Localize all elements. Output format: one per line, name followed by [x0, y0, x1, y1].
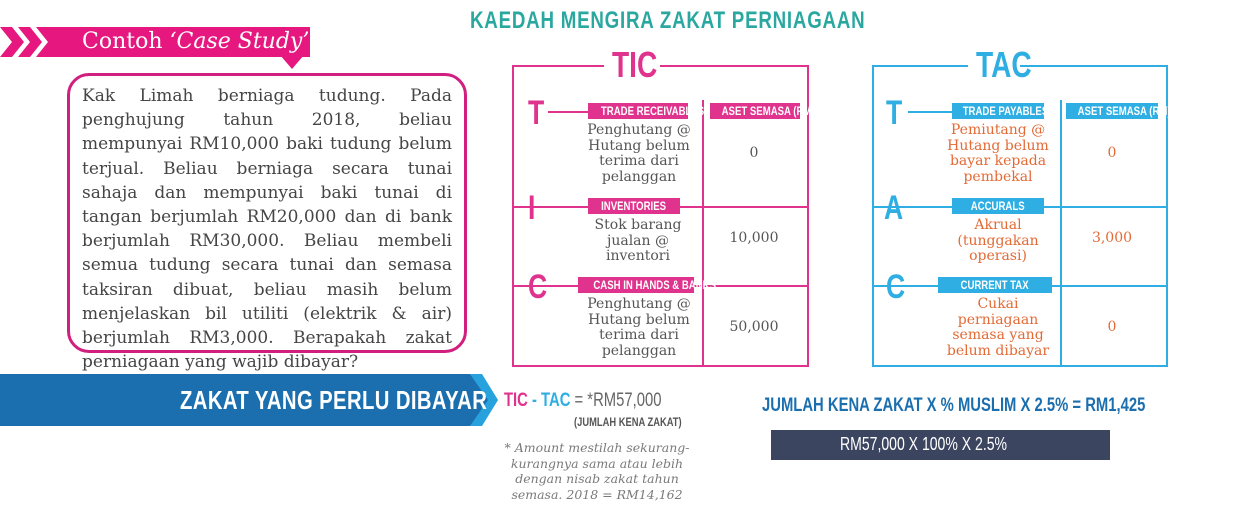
tic-tag-cash: CASH IN HANDS & BANKS	[578, 277, 694, 293]
tic-value-cash: 50,000	[729, 319, 779, 335]
tic-letter-t: T	[528, 94, 545, 132]
tac-value-current-tax: 0	[1107, 319, 1117, 335]
tic-top-line	[512, 65, 604, 67]
tic-value-inventories: 10,000	[729, 230, 779, 246]
tac-desc-payables: Pemiutang @ Hutang belum bayar kepada pembekal	[947, 122, 1049, 185]
tic-title: TIC	[612, 44, 658, 85]
tic-tag-inventories: INVENTORIES	[588, 198, 680, 214]
tic-letter-i: I	[528, 189, 536, 227]
tic-letter-c: C	[528, 268, 548, 306]
tac-tag-trade-payables: TRADE PAYABLES	[952, 103, 1044, 119]
nisab-note: * Amount mestilah sekurang-kurangnya sama atau lebih dengan nisab zakat tahun semasa. 2018 = RM14,162	[504, 440, 690, 502]
tic-top-line	[660, 65, 809, 67]
tac-letter-t: T	[886, 94, 903, 132]
tac-tag-current-tax: CURRENT TAX	[938, 277, 1052, 293]
case-study-label: Contoh ‘Case Study’	[82, 29, 310, 54]
tic-desc-receivables: Penghutang @ Hutang belum terima dari pelanggan	[587, 122, 691, 185]
tac-letter-a: A	[884, 189, 904, 227]
case-study-text: Kak Limah berniaga tudung. Pada penghujung tahun 2018, beliau mempunyai RM10,000 baki tudung belum terjual. Beliau berniaga secara tunai sahaja dan mempunyai baki tunai di tangan berjumlah RM20,000 dan di bank berjumlah RM30,000. Beliau membeli semua tudung secara tunai dan semasa taksiran dibuat, beliau masih belum menjelaskan bil utiliti (elektrik & air) berjumlah RM3,000. Berapakah zakat perniagaan yang wajib dibayar?	[82, 86, 452, 373]
zakat-formula: TIC - TAC = *RM57,000	[504, 390, 662, 411]
tic-header-aset-semasa: ASET SEMASA (RM)	[710, 103, 800, 119]
case-study-banner-tail	[280, 55, 304, 69]
tac-connector	[908, 206, 952, 208]
chevrons-icon	[0, 27, 60, 57]
tic-value-receivables: 0	[749, 145, 759, 161]
tac-title: TAC	[976, 44, 1032, 85]
tac-letter-c: C	[886, 268, 906, 306]
calculation-text: RM57,000 X 100% X 2.5%	[840, 434, 1008, 454]
tic-connector	[548, 206, 588, 208]
jumlah-kena-zakat: JUMLAH KENA ZAKAT X % MUSLIM X 2.5% = RM1,425	[762, 395, 1146, 416]
tac-desc-current-tax: Cukai perniagaan semasa yang belum dibayar	[946, 296, 1050, 359]
tac-value-payables: 0	[1107, 145, 1117, 161]
tac-desc-accurals: Akrual (tunggakan operasi)	[957, 217, 1039, 264]
formula-subtitle: (JUMLAH KENA ZAKAT)	[574, 415, 682, 429]
tac-value-accurals: 3,000	[1091, 230, 1133, 246]
tac-connector	[908, 285, 938, 287]
tac-top-line	[872, 65, 968, 67]
tic-connector	[548, 111, 588, 113]
tac-connector	[908, 111, 952, 113]
page-title: KAEDAH MENGIRA ZAKAT PERNIAGAAN	[470, 7, 866, 34]
tac-header-aset-semasa: ASET SEMASA (RM)	[1066, 103, 1158, 119]
tic-desc-inventories: Stok barang jualan @ inventori	[594, 217, 682, 264]
tac-tag-accurals: ACCURALS	[952, 198, 1044, 214]
tic-desc-cash: Penghutang @ Hutang belum terima dari pelanggan	[587, 296, 691, 359]
zakat-banner-label: ZAKAT YANG PERLU DIBAYAR	[180, 385, 488, 415]
tic-tag-trade-receivables: TRADE RECEIVABLES	[588, 103, 688, 119]
